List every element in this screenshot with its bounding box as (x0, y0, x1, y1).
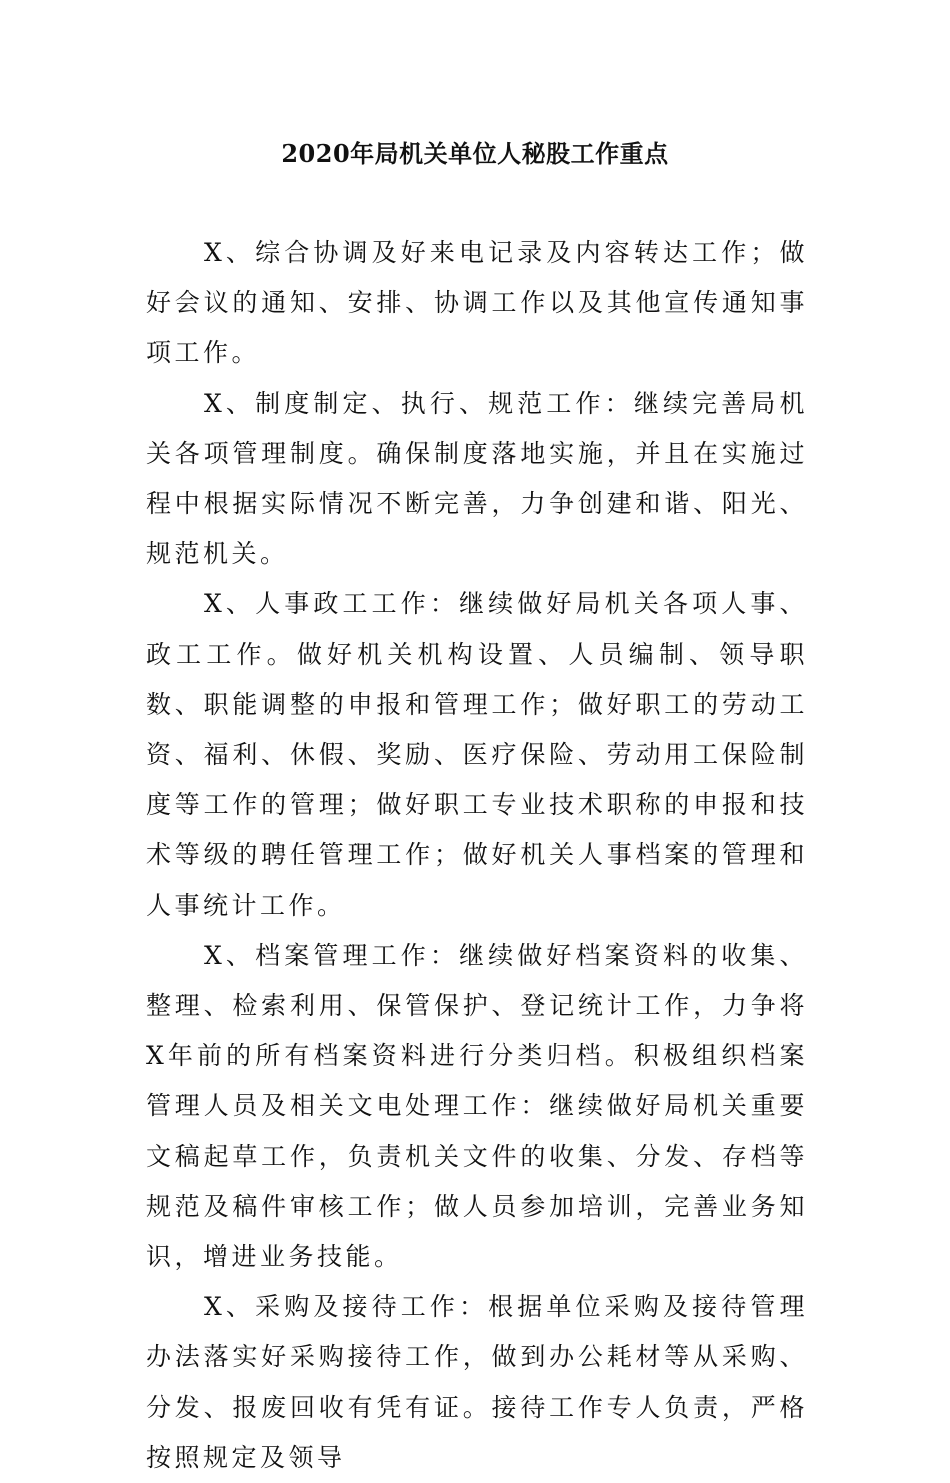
paragraph-coordination: X、综合协调及好来电记录及内容转达工作；做好会议的通知、安排、协调工作以及其他宣传通知事项工作。 (146, 238, 808, 368)
document-title: 2020年局机关单位人秘股工作重点 (281, 139, 669, 168)
paragraph-regulations: X、制度制定、执行、规范工作：继续完善局机关各项管理制度。确保制度落地实施，并且在实施过程中根据实际情况不断完善，力争创建和谐、阳光、规范机关。 (146, 388, 808, 569)
document-body (146, 228, 808, 1483)
paragraph-personnel: X、人事政工工作：继续做好局机关各项人事、政工工作。做好机关机构设置、人员编制、领导职数、职能调整的申报和管理工作；做好职工的劳动工资、福利、休假、奖励、医疗保险、劳动用工保险制度等工作的管理；做好职工专业技术职称的申报和技术等级的聘任管理工作；做好机关人事档案的管理和人事统计工作。 (146, 589, 808, 920)
paragraph-procurement: X、采购及接待工作：根据单位采购及接待管理办法落实好采购接待工作，做到办公耗材等从采购、分发、报废回收有凭有证。接待工作专人负责，严格按照规定及领导 (146, 1292, 808, 1472)
paragraph-archives: X、档案管理工作：继续做好档案资料的收集、整理、检索利用、保管保护、登记统计工作，力争将X年前的所有档案资料进行分类归档。积极组织档案管理人员及相关文电处理工作：继续做好局机关重要文稿起草工作，负责机关文件的收集、分发、存档等规范及稿件审核工作；做人员参加培训，完善业务知识，增进业务技能。 (146, 940, 808, 1272)
